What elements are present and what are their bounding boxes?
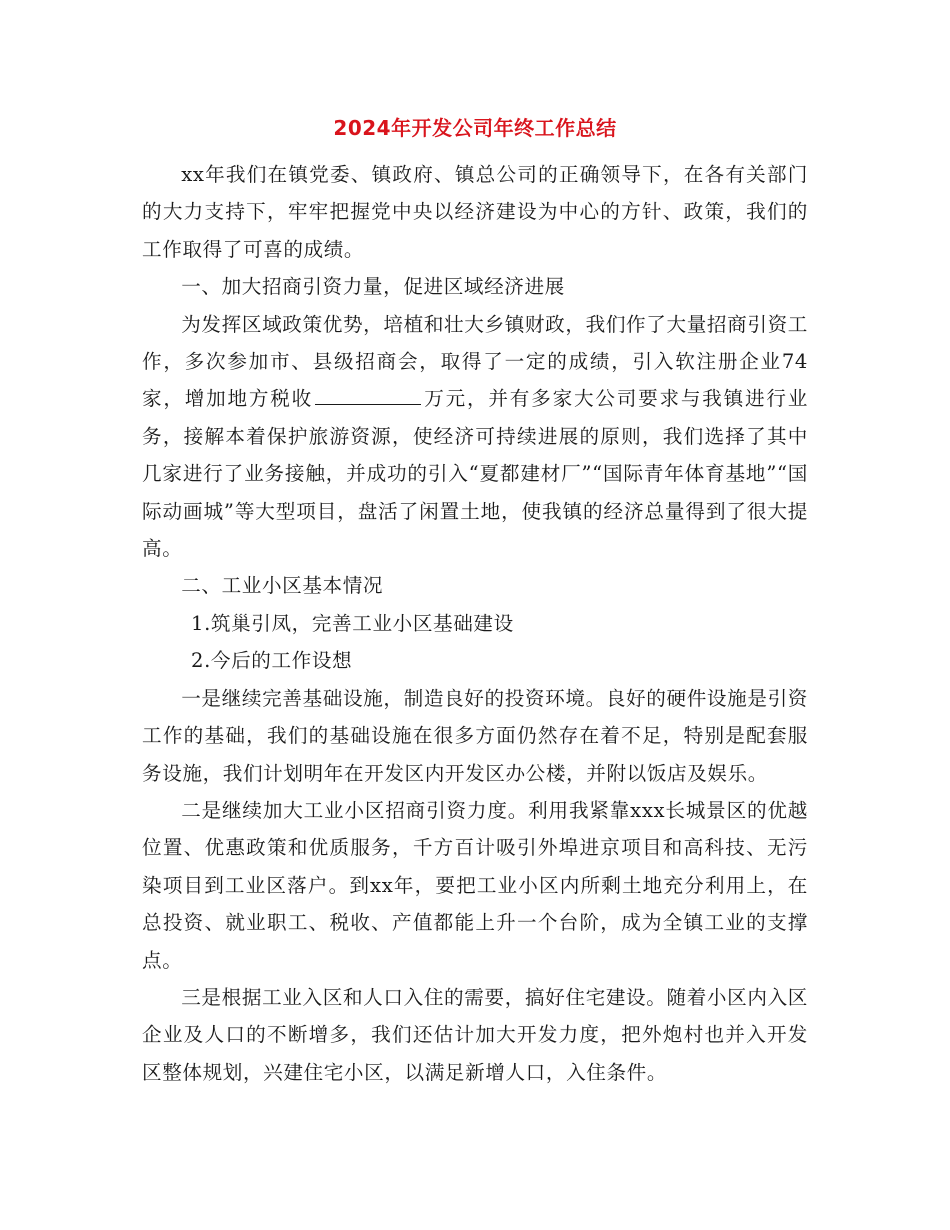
document-title: 2024年开发公司年终工作总结 — [333, 116, 617, 140]
subheading-2: 2.今后的工作设想 — [191, 649, 353, 673]
plan-paragraph-1: 一是继续完善基础设施，制造良好的投资环境。良好的硬件设施是引资工作的基础，我们的基础设施在很多方面仍然存在着不足，特别是配套服务设施，我们计划明年在开发区内开发区办公楼，并附以饭店及娱乐。 — [142, 686, 808, 785]
document-body — [142, 156, 808, 1091]
section-heading-2: 二、工业小区基本情况 — [181, 574, 384, 598]
plan-paragraph-3: 三是根据工业入区和人口入住的需要，搞好住宅建设。随着小区内入区企业及人口的不断增多，我们还估计加大开发力度，把外炮村也并入开发区整体规划，兴建住宅小区，以满足新增人口，入住条件。 — [142, 985, 808, 1084]
subheading-1: 1.筑巢引凤，完善工业小区基础建设 — [191, 611, 514, 635]
investment-text-part1: 为发挥区域政策优势，培植和壮大乡镇财政，我们作了大量招商引资工作，多次参加市、县级招商会，取得了一定的成绩，引入软注册企业74家，增加地方税收 — [142, 312, 808, 411]
section-heading-1: 一、加大招商引资力量，促进区域经济进展 — [181, 275, 565, 299]
investment-text-part2: 万元，并有多家大公司要求与我镇进行业务，接解本着保护旅游资源，使经济可持续进展的原则，我们选择了其中几家进行了业务接触，并成功的引入“夏都建材厂”“国际青年体育基地”“国际动画城”等大型项目，盘活了闲置土地，使我镇的经济总量得到了很大提高。 — [142, 387, 808, 561]
plan-paragraph-2: 二是继续加大工业小区招商引资力度。利用我紧靠xxx长城景区的优越位置、优惠政策和优质服务，千方百计吸引外埠进京项目和高科技、无污染项目到工业区落户。到xx年，要把工业小区内所剩土地充分利用上，在总投资、就业职工、税收、产值都能上升一个台阶，成为全镇工业的支撑点。 — [142, 798, 808, 972]
tax-amount-blank — [315, 384, 421, 405]
intro-paragraph: xx年我们在镇党委、镇政府、镇总公司的正确领导下，在各有关部门的大力支持下，牢牢把握党中央以经济建设为中心的方针、政策，我们的工作取得了可喜的成绩。 — [142, 163, 808, 261]
investment-paragraph — [142, 306, 808, 568]
